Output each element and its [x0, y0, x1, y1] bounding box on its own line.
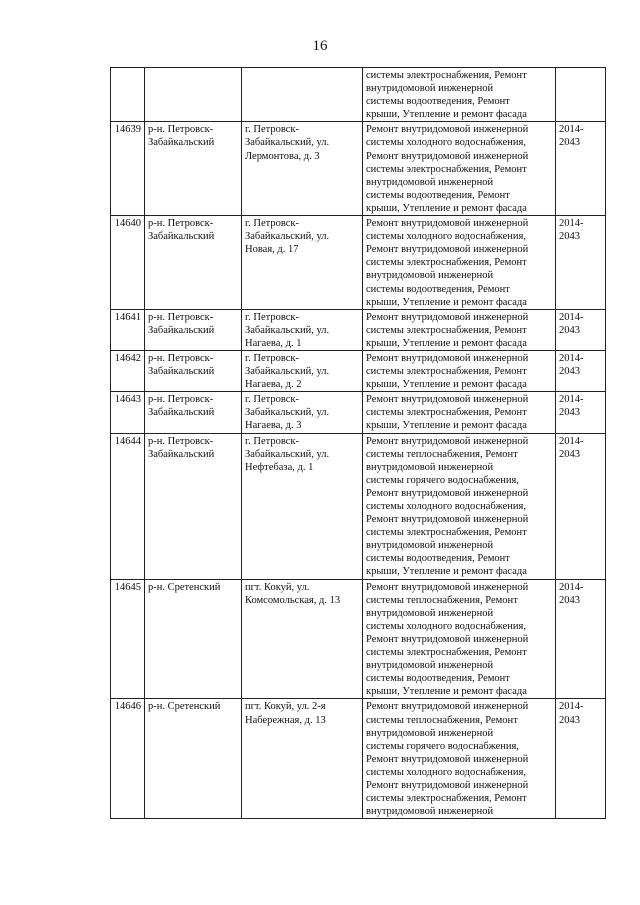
district-cell: р-н. Петровск- Забайкальский	[145, 433, 242, 579]
address-cell: г. Петровск- Забайкальский, ул. Новая, д. 17	[242, 216, 363, 310]
work-type-cell: Ремонт внутридомовой инженерной системы теплоснабжения, Ремонт внутридомовой инженерной системы горячего водоснабжения, Ремонт внутридомовой инженерной системы холодного водоснабжения, Ремонт внутридомовой инженерной системы электроснабжения, Ремонт внутридомовой инженерной системы водоотведения, Ремонт крыши, Утепление и ремонт фасада	[363, 433, 556, 579]
period-cell: 2014- 2043	[556, 392, 606, 433]
table-row	[111, 216, 606, 310]
period-cell: 2014- 2043	[556, 122, 606, 216]
row-number: 14642	[111, 350, 145, 391]
period-cell: 2014- 2043	[556, 579, 606, 699]
table-row	[111, 579, 606, 699]
address-cell: пгт. Кокуй, ул. 2-я Набережная, д. 13	[242, 699, 363, 819]
period-cell: 2014- 2043	[556, 350, 606, 391]
table-row	[111, 309, 606, 350]
housing-repair-table	[110, 67, 606, 819]
district-cell: р-н. Петровск- Забайкальский	[145, 392, 242, 433]
work-type-cell: системы электроснабжения, Ремонт внутридомовой инженерной системы водоотведения, Ремонт крыши, Утепление и ремонт фасада	[363, 68, 556, 122]
district-cell: р-н. Сретенский	[145, 699, 242, 819]
period-cell: 2014- 2043	[556, 433, 606, 579]
work-type-cell: Ремонт внутридомовой инженерной системы электроснабжения, Ремонт крыши, Утепление и ремонт фасада	[363, 392, 556, 433]
table-row	[111, 433, 606, 579]
row-number: 14640	[111, 216, 145, 310]
table-row	[111, 122, 606, 216]
row-number	[111, 68, 145, 122]
work-type-cell: Ремонт внутридомовой инженерной системы электроснабжения, Ремонт крыши, Утепление и ремонт фасада	[363, 309, 556, 350]
work-type-cell: Ремонт внутридомовой инженерной системы холодного водоснабжения, Ремонт внутридомовой инженерной системы электроснабжения, Ремонт внутридомовой инженерной системы водоотведения, Ремонт крыши, Утепление и ремонт фасада	[363, 122, 556, 216]
row-number: 14639	[111, 122, 145, 216]
table-row	[111, 350, 606, 391]
table-row	[111, 68, 606, 122]
period-cell: 2014- 2043	[556, 216, 606, 310]
period-cell: 2014- 2043	[556, 699, 606, 819]
address-cell: г. Петровск- Забайкальский, ул. Нагаева, д. 2	[242, 350, 363, 391]
table-row	[111, 699, 606, 819]
period-cell	[556, 68, 606, 122]
work-type-cell: Ремонт внутридомовой инженерной системы теплоснабжения, Ремонт внутридомовой инженерной системы горячего водоснабжения, Ремонт внутридомовой инженерной системы холодного водоснабжения, Ремонт внутридомовой инженерной системы электроснабжения, Ремонт внутридомовой инженерной	[363, 699, 556, 819]
work-type-cell: Ремонт внутридомовой инженерной системы электроснабжения, Ремонт крыши, Утепление и ремонт фасада	[363, 350, 556, 391]
work-type-cell: Ремонт внутридомовой инженерной системы холодного водоснабжения, Ремонт внутридомовой инженерной системы электроснабжения, Ремонт внутридомовой инженерной системы водоотведения, Ремонт крыши, Утепление и ремонт фасада	[363, 216, 556, 310]
district-cell: р-н. Петровск- Забайкальский	[145, 309, 242, 350]
row-number: 14645	[111, 579, 145, 699]
address-cell	[242, 68, 363, 122]
row-number: 14643	[111, 392, 145, 433]
table-row	[111, 392, 606, 433]
work-type-cell: Ремонт внутридомовой инженерной системы теплоснабжения, Ремонт внутридомовой инженерной системы холодного водоснабжения, Ремонт внутридомовой инженерной системы электроснабжения, Ремонт внутридомовой инженерной системы водоотведения, Ремонт крыши, Утепление и ремонт фасада	[363, 579, 556, 699]
district-cell: р-н. Петровск- Забайкальский	[145, 122, 242, 216]
district-cell: р-н. Петровск- Забайкальский	[145, 350, 242, 391]
district-cell: р-н. Петровск- Забайкальский	[145, 216, 242, 310]
address-cell: г. Петровск- Забайкальский, ул. Нагаева, д. 3	[242, 392, 363, 433]
district-cell: р-н. Сретенский	[145, 579, 242, 699]
district-cell	[145, 68, 242, 122]
period-cell: 2014- 2043	[556, 309, 606, 350]
address-cell: г. Петровск- Забайкальский, ул. Нефтебаза, д. 1	[242, 433, 363, 579]
page-number: 16	[312, 38, 328, 54]
address-cell: г. Петровск- Забайкальский, ул. Лермонтова, д. 3	[242, 122, 363, 216]
address-cell: г. Петровск- Забайкальский, ул. Нагаева, д. 1	[242, 309, 363, 350]
address-cell: пгт. Кокуй, ул. Комсомольская, д. 13	[242, 579, 363, 699]
row-number: 14644	[111, 433, 145, 579]
row-number: 14641	[111, 309, 145, 350]
row-number: 14646	[111, 699, 145, 819]
